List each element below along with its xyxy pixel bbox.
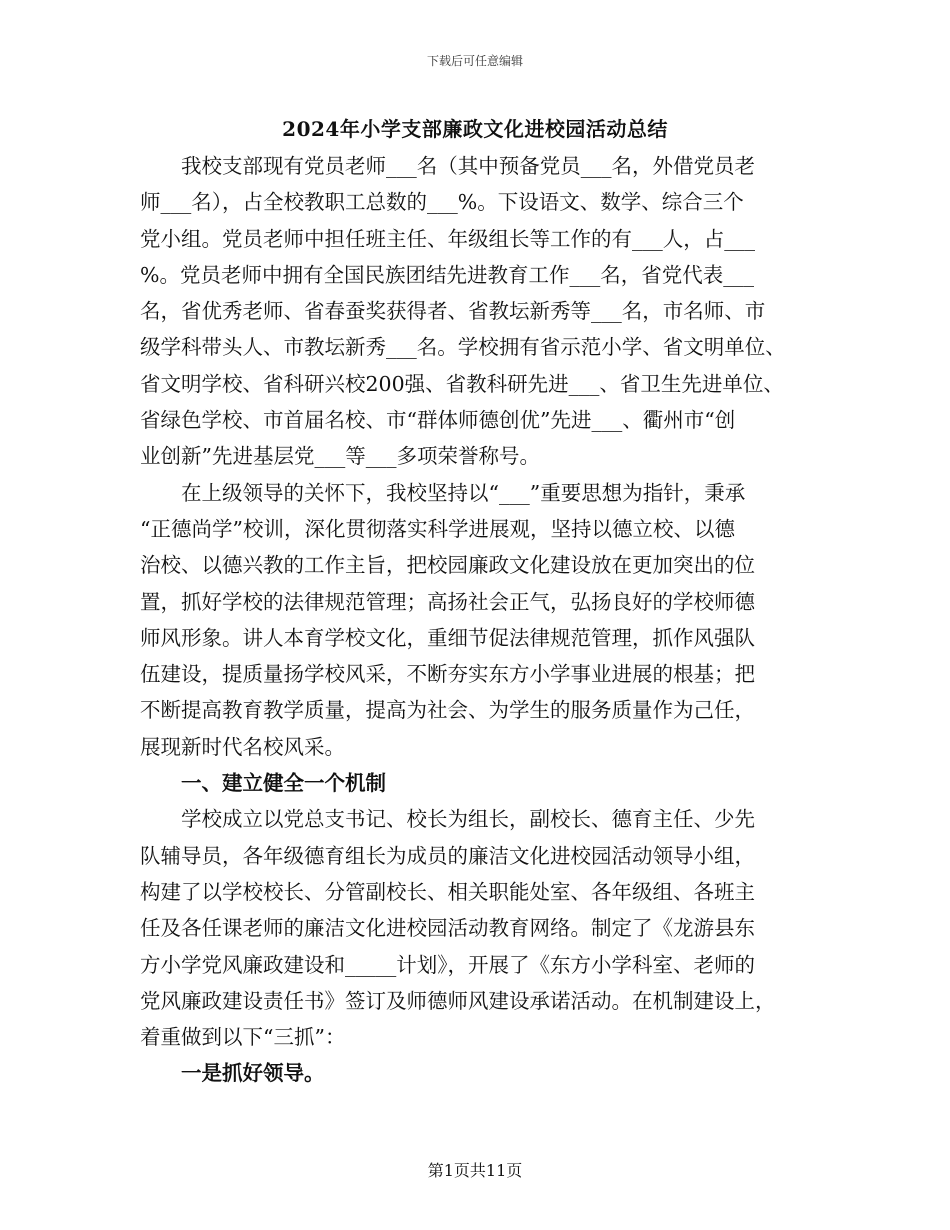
page-footer: 第1页共11页 <box>427 1161 523 1180</box>
paragraph-line: 省文明学校、省科研兴校200强、省教科研先进___、省卫生先进单位、 <box>140 371 784 396</box>
paragraph-line: 学校成立以党总支书记、校长为组长，副校长、德育主任、少先 <box>181 807 755 832</box>
subsection-heading: 一是抓好领导。 <box>181 1061 325 1086</box>
paragraph-line: 师风形象。讲人本育学校文化，重细节促法律规范管理，抓作风强队 <box>140 625 755 650</box>
paragraph-line: 着重做到以下“三抓”： <box>140 1025 346 1050</box>
paragraph-line: 展现新时代名校风采。 <box>140 734 345 759</box>
paragraph-line: 队辅导员，各年级德育组长为成员的廉洁文化进校园活动领导小组， <box>140 843 755 868</box>
paragraph-line: 党小组。党员老师中担任班主任、年级组长等工作的有___人，占___ <box>140 226 755 251</box>
paragraph-line: 伍建设，提质量扬学校风采，不断夯实东方小学事业进展的根基；把 <box>140 662 755 687</box>
paragraph-line: 治校、以德兴教的工作主旨，把校园廉政文化建设放在更加突出的位 <box>140 553 755 578</box>
section-heading: 一、建立健全一个机制 <box>181 771 386 796</box>
paragraph-line: 师___名），占全校教职工总数的___%。下设语文、数学、综合三个 <box>140 190 744 215</box>
paragraph-line: 在上级领导的关怀下，我校坚持以“___”重要思想为指针，秉承 <box>181 480 746 505</box>
paragraph-line: “正德尚学”校训，深化贯彻落实科学进展观，坚持以德立校、以德 <box>140 516 735 541</box>
paragraph-line: 省绿色学校、市首届名校、市“群体师德创优”先进___、衢州市“创 <box>140 408 736 433</box>
paragraph-line: 置，抓好学校的法律规范管理；高扬社会正气，弘扬良好的学校师德 <box>140 589 755 614</box>
paragraph-line: 方小学党风廉政建设和_____计划》，开展了《东方小学科室、老师的 <box>140 952 755 977</box>
document-title: 2024年小学支部廉政文化进校园活动总结 <box>282 117 668 141</box>
paragraph-line: 任及各任课老师的廉洁文化进校园活动教育网络。制定了《龙游县东 <box>140 916 755 941</box>
paragraph-line: 不断提高教育教学质量，提高为社会、为学生的服务质量作为己任， <box>140 698 755 723</box>
document-body <box>140 148 820 1092</box>
paragraph-line: %。党员老师中拥有全国民族团结先进教育工作___名，省党代表___ <box>140 262 754 287</box>
header-note: 下载后可任意编辑 <box>426 54 523 68</box>
paragraph-line: 业创新”先进基层党___等___多项荣誉称号。 <box>140 444 540 469</box>
paragraph-line: 名，省优秀老师、省春蚕奖获得者、省教坛新秀等___名，市名师、市 <box>140 299 766 324</box>
paragraph-line: 我校支部现有党员老师___名（其中预备党员___名，外借党员老 <box>181 154 755 178</box>
paragraph-line: 党风廉政建设责任书》签订及师德师风建设承诺活动。在机制建设上， <box>140 988 776 1013</box>
paragraph-line: 级学科带头人、市教坛新秀___名。学校拥有省示范小学、省文明单位、 <box>140 335 786 360</box>
paragraph-line: 构建了以学校校长、分管副校长、相关职能处室、各年级组、各班主 <box>140 879 755 904</box>
